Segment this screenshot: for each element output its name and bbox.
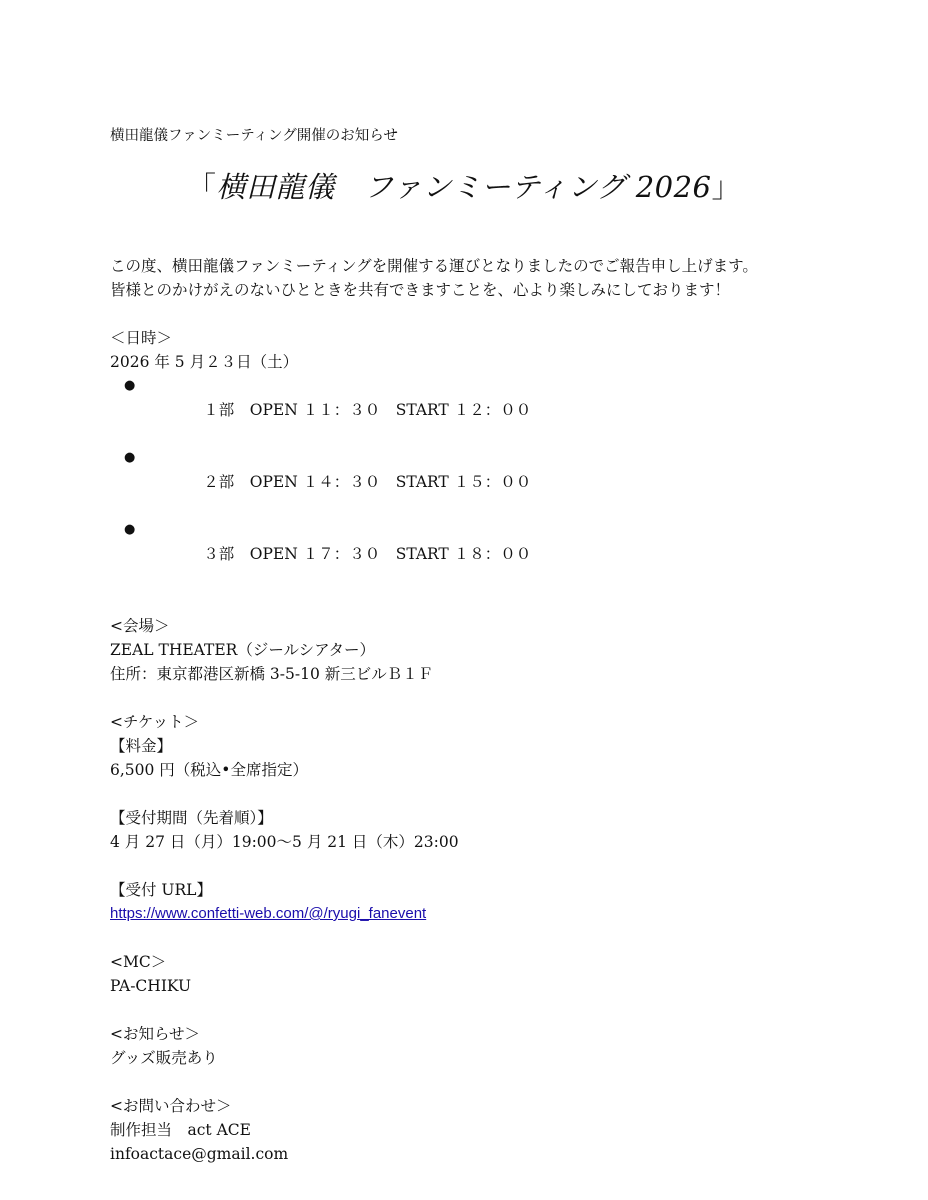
session-text: ３部 OPEN １７：３０ START １８：００ [203,545,532,563]
mc-heading: <MC＞ [110,953,167,971]
venue-section [110,614,890,686]
document-body [110,254,890,1166]
bullet-icon: ● [124,378,136,393]
intro-line: 皆様とのかけがえのないひとときを共有できますことを、心より楽しみにしております！ [110,281,731,299]
datetime-heading: ＜日時＞ [110,329,173,347]
notice-heading: <お知らせ＞ [110,1025,201,1043]
venue-heading: <会場＞ [110,617,170,635]
bullet-icon: ● [124,450,136,465]
mc-section [110,950,890,998]
session-text: １部 OPEN １１：３０ START １２：００ [203,401,532,419]
url-label: 【受付 URL】 [110,881,212,899]
session-item [110,518,890,590]
intro-line: この度、横田龍儀ファンミーティングを開催する運びとなりましたのでご報告申し上げます。 [110,257,758,275]
venue-name: ZEAL THEATER（ジールシアター） [110,641,376,659]
price-label: 【料金】 [110,737,173,755]
session-list [110,374,890,590]
ticket-heading: <チケット＞ [110,713,200,731]
session-item [110,446,890,518]
contact-producer: 制作担当 act ACE [110,1121,251,1139]
datetime-section [110,326,890,590]
document-title [0,165,928,209]
price-value: 6,500 円（税込•全席指定） [110,761,308,779]
notice-text: グッズ販売あり [110,1049,218,1067]
event-date: 2026 年 5 月２３日（土） [110,353,299,371]
contact-heading: <お問い合わせ＞ [110,1097,232,1115]
period-value: 4 月 27 日（月）19:00～5 月 21 日（木）23:00 [110,833,459,851]
period-label: 【受付期間（先着順）】 [110,809,273,827]
ticket-section [110,710,890,926]
title-open-bracket: 「 [186,170,217,204]
ticket-url-link[interactable]: https://www.confetti-web.com/@/ryugi_fanevent [110,905,427,922]
header-note: 横田龍儀ファンミーティング開催のお知らせ [110,128,398,144]
mc-name: PA-CHIKU [110,977,192,995]
bullet-icon: ● [124,522,136,537]
title-close-bracket: 」 [711,170,742,204]
contact-section [110,1094,890,1166]
title-text: 横田龍儀 ファンミーティング 2026 [216,170,712,204]
notice-section [110,1022,890,1070]
session-text: ２部 OPEN １４：３０ START １５：００ [203,473,532,491]
session-item [110,374,890,446]
intro-paragraph [110,254,890,302]
venue-address: 住所：東京都港区新橋 3-5-10 新三ビルＢ１Ｆ [110,665,434,683]
contact-email: infoactace@gmail.com [110,1145,289,1163]
